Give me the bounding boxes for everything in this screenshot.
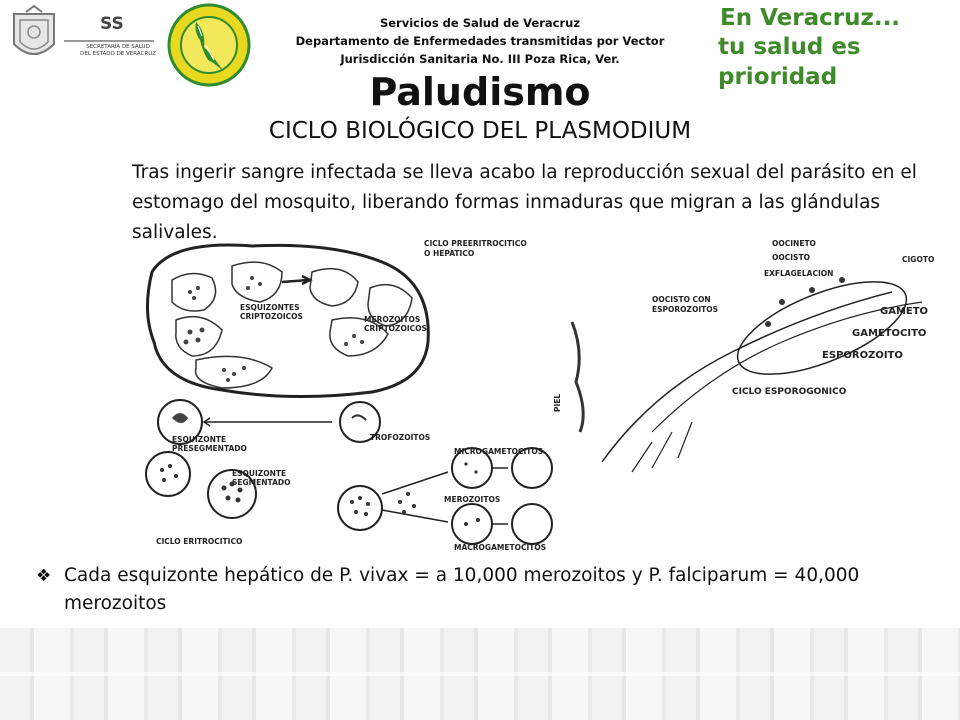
slogan-line-2: tu salud es prioridad [718,34,861,90]
label-gameto: GAMETO [880,306,929,317]
label-criptozoicos: CRIPTOZOICOS [240,312,303,321]
bullet-text: Cada esquizonte hepático de P. vivax = a 10,000 merozoitos y P. falciparum = 40,000 merozoitos [64,565,860,614]
label-trofozoitos: TROFOZOITOS [370,433,431,442]
footer-decoration [0,628,960,720]
label-esq-segmentado-2: SEGMENTADO [232,478,291,487]
label-ciclo-esporogonico: CICLO ESPOROGONICO [732,387,847,397]
label-esporozoito: ESPOROZOITO [822,350,903,361]
ss-logo-subtitle [78,44,158,58]
body-paragraph: Tras ingerir sangre infectada se lleva acabo la reproducción sexual del parásito en el estomago del mosquito, liberando formas inmaduras que migran a las glándulas salivales. [132,162,917,243]
org-line-2: Departamento de Enfermedades transmitidas por Vector [295,34,665,48]
ss-logo [4,4,154,66]
page-subtitle: CICLO BIOLÓGICO DEL PLASMODIUM [268,118,692,144]
org-line-1: Servicios de Salud de Veracruz [379,16,581,30]
label-merozoitos: MEROZOITOS [444,495,501,504]
label-hepatico: O HEPATICO [424,249,475,258]
lifecycle-drawing [132,232,942,552]
ss-logo-sub1: SECRETARÍA DE SALUD [86,44,150,50]
label-esq-presegmentado-2: PRESEGMENTADO [172,444,247,453]
label-gametocito: GAMETOCITO [852,328,927,339]
label-macrogametocitos: MACROGAMETOCITOS [454,543,547,552]
label-cigoto: CIGOTO [902,255,935,264]
label-esq-segmentado-1: ESQUIZONTE [232,469,287,478]
label-microgametocitos: MICROGAMETOCITOS [454,447,544,456]
label-esquizontes: ESQUIZONTES [240,303,300,312]
label-preeritrocitico: CICLO PREERITROCITICO [424,239,527,248]
skin-line [572,322,583,432]
label-merozoitos-cript: MEROZOITOS [364,315,421,324]
label-criptozoicos-2: CRIPTOZOICOS [364,324,427,333]
page-title: Paludismo [369,70,591,114]
state-shield-icon [4,4,64,66]
label-exflagelacion: EXFLAGELACION [764,269,834,278]
ss-logo-text: SS [100,14,124,34]
ss-logo-sub2: DEL ESTADO DE VERACRUZ [80,51,156,57]
label-oocisto-con-1: OOCISTO CON [652,295,711,304]
label-oocineto: OOCINETO [772,239,816,248]
header-organization [250,14,710,68]
slogan-line-1: En Veracruz... [720,5,901,31]
ss-logo-divider [64,40,154,42]
diamond-bullet-icon: ❖ [36,566,52,586]
label-piel: PIEL [553,393,562,412]
label-oocisto: OOCISTO [772,253,810,262]
plasmodium-lifecycle-diagram [132,232,942,552]
label-oocisto-con-2: ESPOROZOITOS [652,305,719,314]
org-line-3: Jurisdicción Sanitaria No. III Poza Rica, Ver. [340,52,620,66]
label-esq-presegmentado-1: ESQUIZONTE [172,435,227,444]
bullet-item [36,562,936,618]
label-ciclo-eritrocitico: CICLO ERITROCITICO [156,537,243,546]
